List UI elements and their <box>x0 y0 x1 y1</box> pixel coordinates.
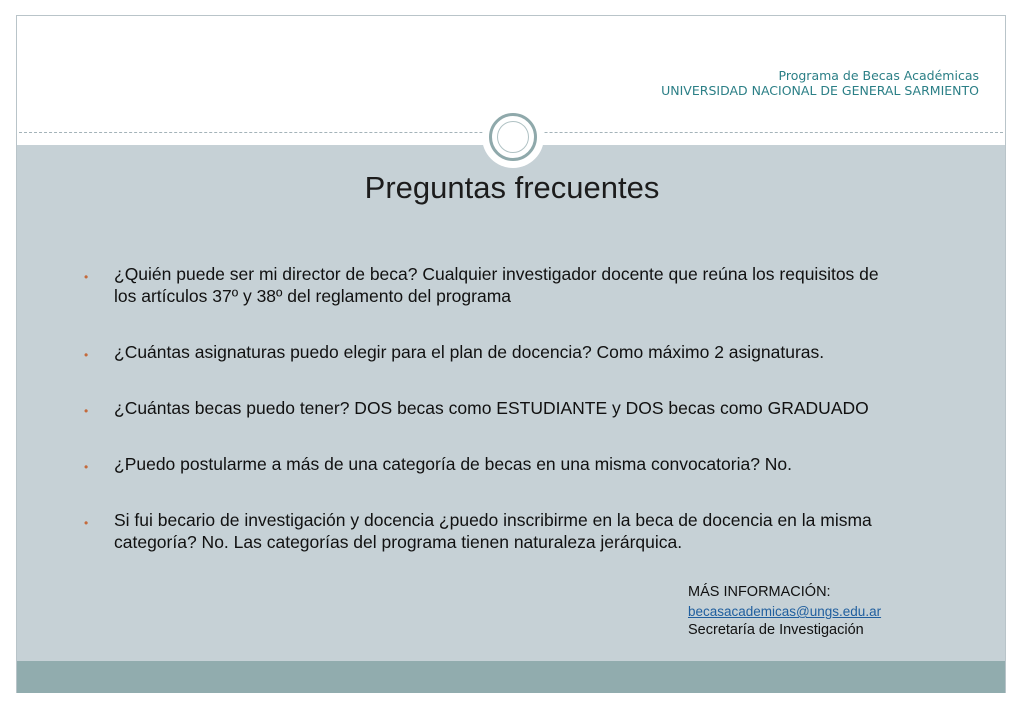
faq-text: ¿Cuántas asignaturas puedo elegir para el plan de docencia? Como máximo 2 asignaturas. <box>114 342 825 362</box>
faq-text: Si fui becario de investigación y docencia ¿puedo inscribirme en la beca de docencia en la misma categoría? No. Las categorías del programa tienen naturaleza jerárquica. <box>114 510 872 552</box>
emblem-ring <box>489 113 537 161</box>
faq-item <box>84 453 904 475</box>
more-info-block <box>688 583 881 640</box>
more-info-heading: MÁS INFORMACIÓN: <box>688 584 831 600</box>
contact-email-link[interactable]: becasacademicas@ungs.edu.ar <box>688 604 882 619</box>
university-name: UNIVERSIDAD NACIONAL DE GENERAL SARMIENTO <box>661 83 979 98</box>
faq-item <box>84 341 904 363</box>
faq-list <box>84 263 904 553</box>
faq-text: ¿Puedo postularme a más de una categoría de becas en una misma convocatoria? No. <box>114 454 793 474</box>
emblem-inner-ring <box>497 121 529 153</box>
footer-band <box>17 661 1005 693</box>
faq-item <box>84 397 904 419</box>
bullet-dot-icon: • <box>84 270 89 284</box>
faq-item <box>84 509 904 553</box>
bullet-dot-icon: • <box>84 460 89 474</box>
faq-text: ¿Cuántas becas puedo tener? DOS becas como ESTUDIANTE y DOS becas como GRADUADO <box>114 398 869 418</box>
faq-text: ¿Quién puede ser mi director de beca? Cualquier investigador docente que reúna los requisitos de los artículos 37º y 38º del reglamento del programa <box>114 264 879 306</box>
circle-emblem-icon <box>482 106 544 168</box>
page-title: Preguntas frecuentes <box>364 170 660 205</box>
faq-item <box>84 263 904 307</box>
header <box>661 68 979 98</box>
bullet-dot-icon: • <box>84 404 89 418</box>
bullet-dot-icon: • <box>84 516 89 530</box>
bullet-dot-icon: • <box>84 348 89 362</box>
program-name: Programa de Becas Académicas <box>778 68 979 83</box>
office-name: Secretaría de Investigación <box>688 622 864 638</box>
